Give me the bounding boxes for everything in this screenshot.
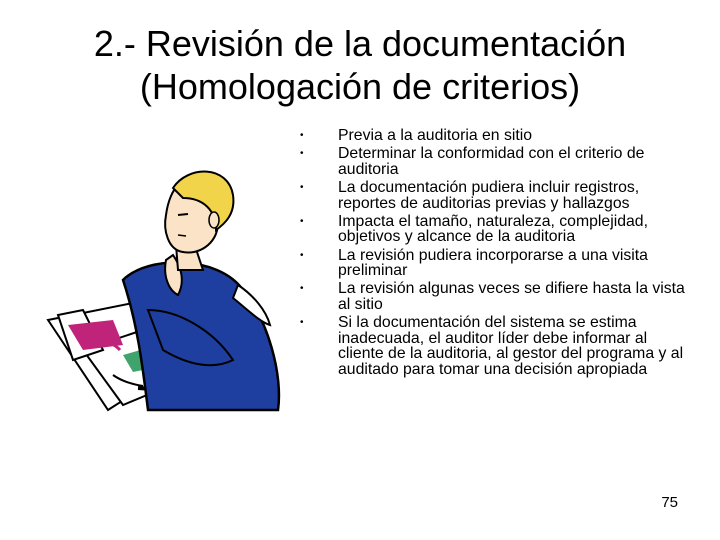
slide-title <box>0 22 720 108</box>
bullet-text: Impacta el tamaño, naturaleza, complejidad, objetivos y alcance de la auditoria <box>338 212 648 246</box>
bullet-text: Si la documentación del sistema se estima inadecuada, el auditor líder debe informar al cliente de la auditoria, al gestor del programa y al auditado para tomar una decisión apropiada <box>338 314 684 378</box>
bullet-item <box>296 315 686 377</box>
bullet-text: La documentación pudiera incluir registros, reportes de auditorias previas y hallazgos <box>338 178 640 212</box>
bullet-dot: • <box>300 317 304 329</box>
bullet-dot: • <box>300 130 304 141</box>
bullet-item <box>296 180 686 211</box>
slide-title-line-1: 2.- Revisión de la documentación <box>93 23 627 64</box>
bullet-item <box>296 214 686 245</box>
page-number: 75 <box>661 494 678 511</box>
bullet-dot: • <box>300 249 304 261</box>
bullet-list <box>296 128 686 380</box>
slide-title-line-2: (Homologación de criterios) <box>139 66 581 107</box>
bullet-text: La revisión algunas veces se difiere hasta la vista al sitio <box>338 280 685 313</box>
bullet-text: La revisión pudiera incorporarse a una visita preliminar <box>338 246 648 280</box>
thinking-man-reading-clipart <box>28 160 300 425</box>
bullet-item <box>296 146 686 177</box>
bullet-text: Previa a la auditoria en sitio <box>338 127 533 144</box>
bullet-dot: • <box>300 181 304 193</box>
bullet-text: Determinar la conformidad con el criterio de auditoria <box>338 145 645 178</box>
bullet-item <box>296 281 686 312</box>
bullet-dot: • <box>300 283 304 295</box>
bullet-dot: • <box>300 148 304 160</box>
bullet-dot: • <box>300 215 304 227</box>
bullet-item <box>296 248 686 279</box>
bullet-item <box>296 128 686 144</box>
